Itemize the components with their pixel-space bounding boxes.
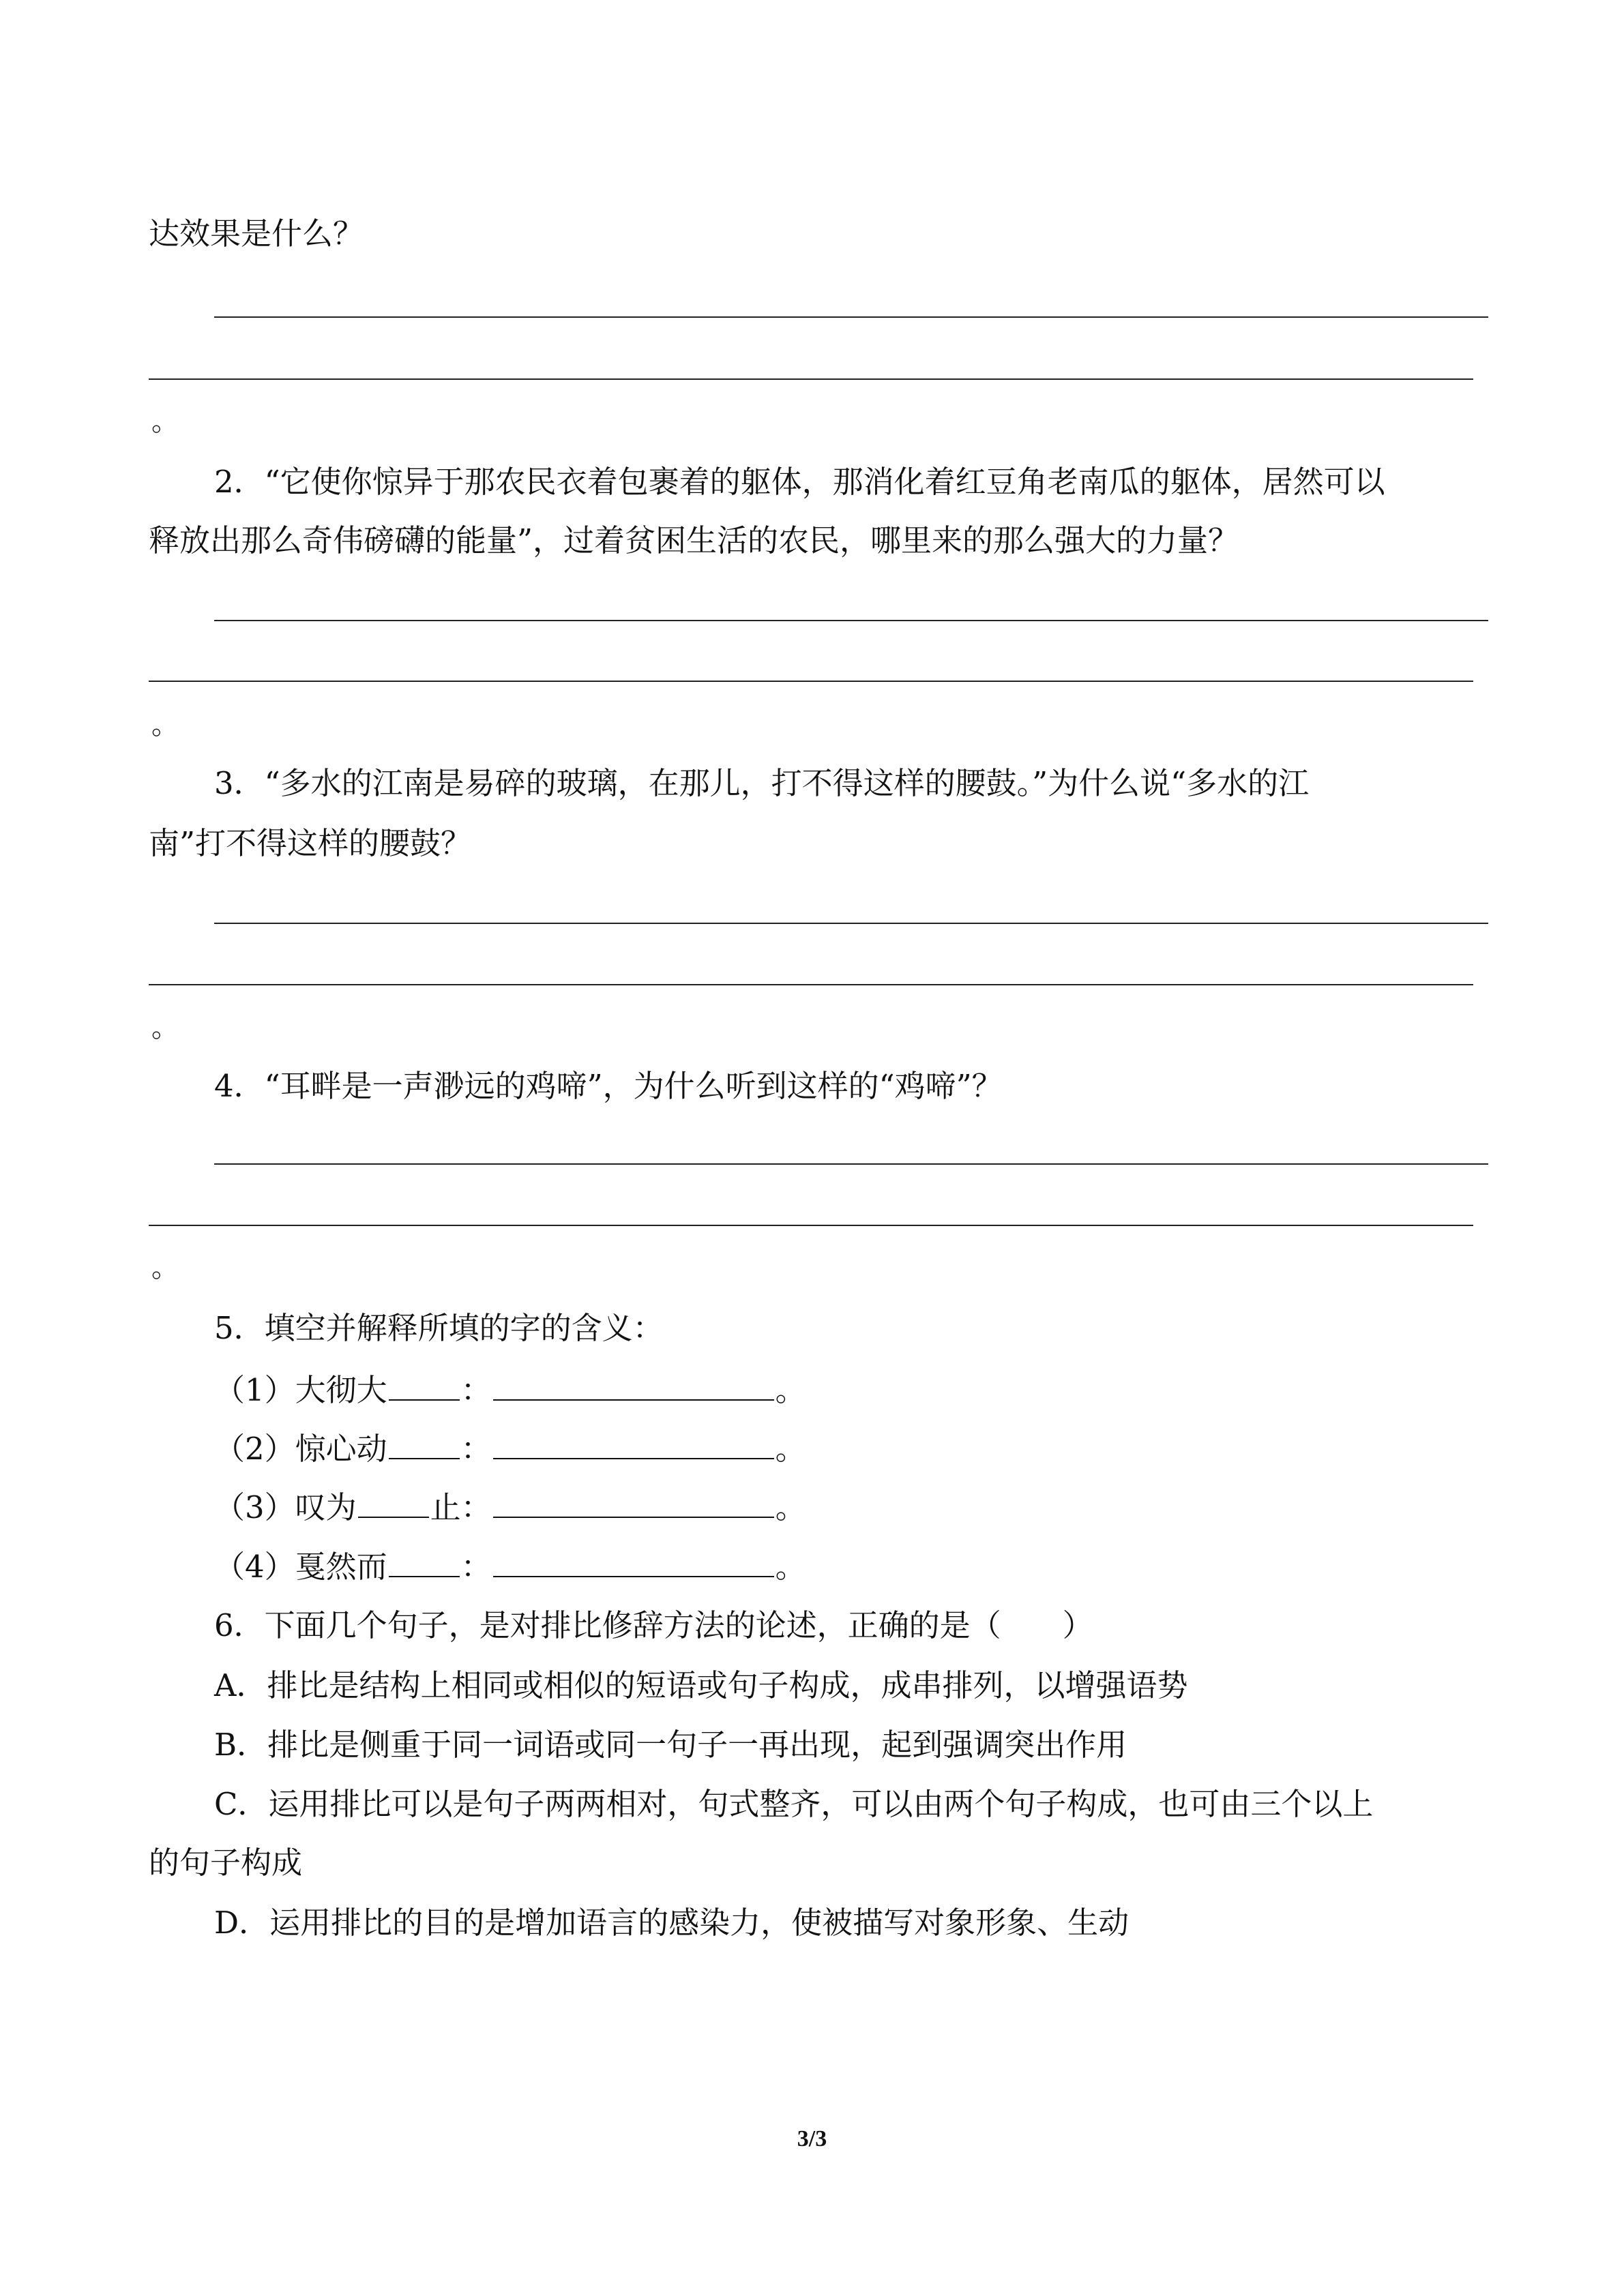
question-5-title: 5．填空并解释所填的字的含义： — [214, 1310, 664, 1346]
fill-blank[interactable] — [358, 1487, 429, 1518]
item-number: （3） — [214, 1489, 295, 1525]
end-mark: 。 — [775, 1489, 806, 1525]
end-mark: 。 — [151, 406, 179, 437]
question-4: 4．“耳畔是一声渺远的鸡啼”，为什么听到这样的“鸡啼”？ — [214, 1068, 1003, 1104]
meaning-blank[interactable] — [493, 1369, 774, 1401]
item-text-after: 止 — [430, 1489, 461, 1525]
meaning-blank[interactable] — [493, 1428, 774, 1459]
question-3-line-1: 3．“多水的江南是易碎的玻璃，在那儿，打不得这样的腰鼓。”为什么说“多水的江 — [214, 765, 1310, 801]
end-mark: 。 — [775, 1431, 806, 1467]
question-1-tail: 达效果是什么？ — [149, 215, 364, 252]
answer-line[interactable] — [149, 378, 1473, 380]
option-c-continued: 的句子构成 — [149, 1845, 303, 1881]
option-a[interactable]: A．排比是结构上相同或相似的短语或句子构成，成串排列，以增强语势 — [214, 1667, 1188, 1703]
item-number: （4） — [214, 1549, 295, 1585]
answer-line[interactable] — [149, 984, 1473, 985]
item-number: （2） — [214, 1431, 295, 1467]
item-text: 惊心动 — [295, 1431, 387, 1467]
end-mark: 。 — [151, 1012, 179, 1043]
question-3-line-2: 南”打不得这样的腰鼓？ — [149, 825, 472, 861]
answer-line[interactable] — [214, 316, 1488, 318]
end-mark: 。 — [775, 1372, 806, 1408]
question-2-line-1: 2．“它使你惊异于那农民衣着包裹着的躯体，那消化着红豆角老南瓜的躯体，居然可以 — [214, 464, 1385, 500]
answer-line[interactable] — [149, 1225, 1473, 1226]
end-mark: 。 — [151, 709, 179, 741]
answer-line[interactable] — [214, 620, 1488, 621]
colon: ： — [460, 1372, 492, 1408]
fill-item-1 — [214, 1369, 806, 1411]
answer-line[interactable] — [214, 1163, 1488, 1165]
item-text: 戛然而 — [295, 1549, 387, 1585]
fill-blank[interactable] — [389, 1369, 460, 1401]
fill-item-3 — [214, 1487, 806, 1528]
fill-item-2 — [214, 1428, 806, 1470]
option-d[interactable]: D．运用排比的目的是增加语言的感染力，使被描写对象形象、生动 — [214, 1905, 1130, 1941]
meaning-blank[interactable] — [493, 1546, 774, 1577]
end-mark: 。 — [775, 1549, 806, 1585]
answer-line[interactable] — [149, 681, 1473, 682]
end-mark: 。 — [151, 1252, 179, 1283]
item-number: （1） — [214, 1372, 295, 1408]
fill-blank[interactable] — [389, 1428, 460, 1459]
option-c[interactable]: C．运用排比可以是句子两两相对，句式整齐，可以由两个句子构成，也可由三个以上 — [214, 1786, 1374, 1822]
answer-line[interactable] — [214, 923, 1488, 924]
option-b[interactable]: B．排比是侧重于同一词语或同一句子一再出现，起到强调突出作用 — [214, 1727, 1127, 1763]
item-text: 叹为 — [295, 1489, 357, 1525]
fill-blank[interactable] — [389, 1546, 460, 1577]
colon: ： — [460, 1549, 492, 1585]
meaning-blank[interactable] — [493, 1487, 774, 1518]
colon: ： — [460, 1431, 492, 1467]
question-6-title: 6．下面几个句子，是对排比修辞方法的论述，正确的是（ ） — [214, 1607, 1093, 1643]
page-number: 3/3 — [797, 2126, 827, 2151]
item-text: 大彻大 — [295, 1372, 387, 1408]
fill-item-4 — [214, 1546, 806, 1587]
colon: ： — [460, 1489, 492, 1525]
question-2-line-2: 释放出那么奇伟磅礴的能量”，过着贫困生活的农民，哪里来的那么强大的力量？ — [149, 522, 1239, 558]
